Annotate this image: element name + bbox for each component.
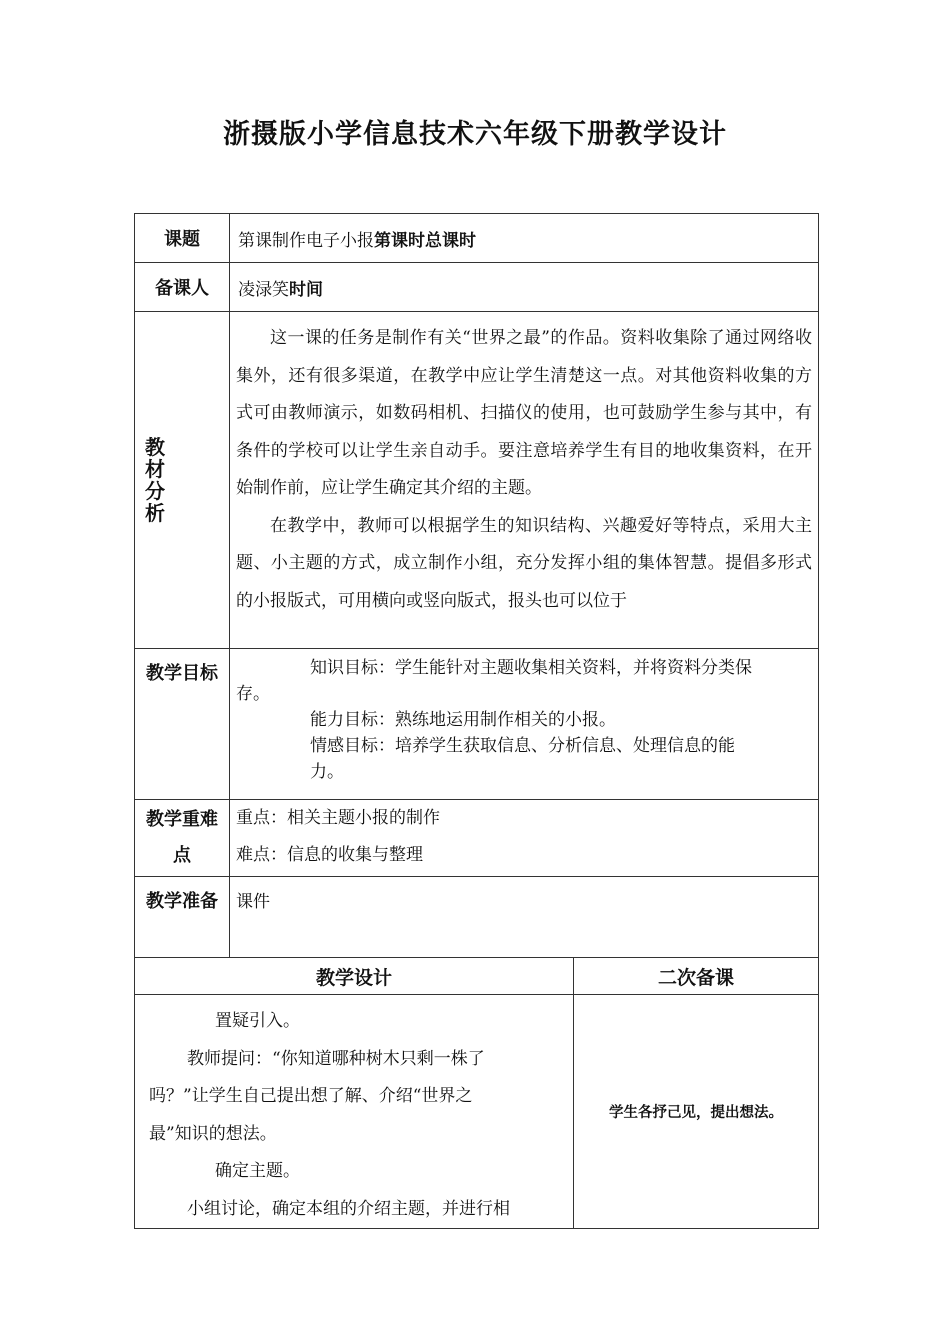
row-teaching-prep	[135, 877, 819, 958]
lesson-period-text: 第课时总课时	[374, 230, 476, 251]
label-key-points-line2: 点	[173, 845, 191, 866]
lesson-plan-table	[134, 213, 819, 1229]
header-teaching-design: 教学设计	[135, 958, 574, 995]
value-teaching-prep	[230, 877, 819, 958]
lesson-topic-text: 第课制作电子小报	[238, 230, 374, 251]
value-teaching-goals	[230, 649, 819, 800]
label-teaching-goals: 教学目标	[135, 649, 230, 800]
analysis-paragraph-2: 在教学中，教师可以根据学生的知识结构、兴趣爱好等特点，采用大主题、小主题的方式，成立制作小组，充分发挥小组的集体智慧。提倡多形式的小报版式，可用横向或竖向版式，报头也可以位于	[236, 515, 812, 611]
preparer-name: 凌渌笑	[238, 279, 289, 300]
ability-goal: 能力目标：熟练地运用制作相关的小报。	[310, 710, 616, 730]
value-key-points	[230, 800, 819, 877]
difficult-point: 难点：信息的收集与整理	[236, 845, 423, 865]
design-line: 教师提问：“你知道哪种树木只剩一株了	[187, 1048, 485, 1069]
value-material-analysis	[230, 312, 819, 649]
label-key-points	[135, 800, 230, 877]
label-lesson-topic: 课题	[135, 214, 230, 263]
label-material-analysis	[135, 312, 230, 649]
row-teaching-goals	[135, 649, 819, 800]
value-preparer	[230, 263, 819, 312]
time-label: 时间	[289, 279, 323, 300]
design-line: 小组讨论，确定本组的介绍主题，并进行相	[187, 1198, 510, 1219]
header-second-prep: 二次备课	[574, 958, 819, 995]
second-prep-note: 学生各抒己见，提出想法。	[574, 995, 819, 1229]
teaching-prep-text: 课件	[236, 892, 270, 912]
emotion-goal-cont: 力。	[310, 762, 344, 782]
design-line: 吗？”让学生自己提出想了解、介绍“世界之	[149, 1086, 473, 1106]
value-lesson-topic	[230, 214, 819, 263]
label-key-points-line1: 教学重难	[146, 809, 218, 830]
teaching-design-content	[135, 995, 574, 1229]
emotion-goal: 情感目标：培养学生获取信息、分析信息、处理信息的能	[310, 736, 735, 756]
row-lesson-topic	[135, 214, 819, 263]
document-title: 浙摄版小学信息技术六年级下册教学设计	[223, 119, 727, 150]
knowledge-goal-cont: 存。	[236, 684, 270, 704]
row-key-points	[135, 800, 819, 877]
label-teaching-prep: 教学准备	[135, 877, 230, 958]
design-line: 置疑引入。	[215, 1011, 300, 1031]
analysis-paragraph-1: 这一课的任务是制作有关“世界之最”的作品。资料收集除了通过网络收集外，还有很多渠道，在教学中应让学生清楚这一点。对其他资料收集的方式可由教师演示，如数码相机、扫描仪的使用，也可鼓励学生参与其中，有条件的学校可以让学生亲自动手。要注意培养学生有目的地收集资料，在开始制作前，应让学生确定其介绍的主题。	[236, 328, 812, 498]
label-char: 材	[145, 457, 165, 481]
row-design-content	[135, 995, 819, 1229]
design-line: 最”知识的想法。	[149, 1123, 277, 1144]
knowledge-goal: 知识目标：学生能针对主题收集相关资料，并将资料分类保	[310, 658, 752, 678]
row-design-header	[135, 958, 819, 995]
key-point: 重点：相关主题小报的制作	[236, 808, 440, 828]
label-char: 分	[145, 479, 165, 503]
label-preparer: 备课人	[135, 263, 230, 312]
design-line: 确定主题。	[215, 1161, 300, 1181]
row-preparer	[135, 263, 819, 312]
label-char: 析	[145, 501, 165, 525]
row-material-analysis	[135, 312, 819, 649]
label-char: 教	[145, 435, 165, 459]
